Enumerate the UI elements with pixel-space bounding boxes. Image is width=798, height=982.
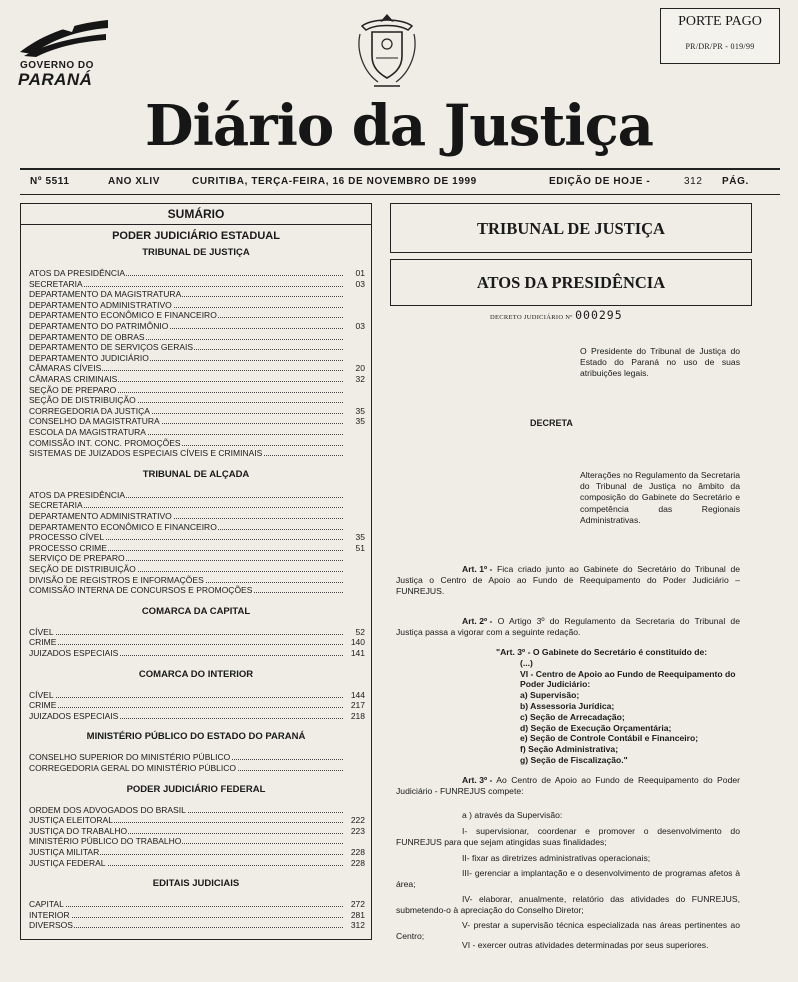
summary-entry-label: CÍVEL	[29, 689, 54, 700]
article-3-quote	[496, 647, 746, 766]
summary-entry-label: DIVERSOS	[29, 920, 73, 931]
summary-entry[interactable]	[29, 300, 367, 310]
item-i	[396, 826, 740, 848]
summary-entry[interactable]	[29, 500, 367, 510]
summary-entry-label: MINISTÉRIO PÚBLICO DO TRABALHO	[29, 836, 182, 847]
summary-entry-label: JUSTIÇA ELEITORAL	[29, 815, 113, 826]
summary-entry-page: 52	[355, 626, 365, 637]
summary-entry-label: DEPARTAMENTO JUDICIÁRIO	[29, 352, 149, 363]
summary-entry[interactable]	[29, 374, 367, 384]
summary-entry[interactable]	[29, 847, 367, 857]
summary-entry-label: CÂMARAS CRIMINAIS	[29, 374, 118, 384]
item-iii	[396, 868, 740, 890]
summary-entry-label: INTERIOR	[29, 909, 70, 920]
summary-entry-page: 51	[355, 542, 365, 553]
summary-entry-page: 223	[350, 825, 365, 836]
quote-line: b) Assessoria Jurídica;	[520, 700, 615, 711]
summary-section-heading: COMARCA DO INTERIOR	[138, 668, 254, 680]
summary-entry-page: 222	[350, 815, 365, 826]
article-1-label: Art. 1º -	[462, 564, 493, 574]
summary-entry-label: SECRETARIA	[29, 278, 83, 289]
summary-entry-label: JUIZADOS ESPECIAIS	[29, 648, 119, 658]
summary-entry[interactable]	[29, 543, 367, 553]
quote-line: d) Seção de Execução Orçamentária;	[520, 722, 672, 733]
summary-entry-label: JUSTIÇA FEDERAL	[29, 857, 106, 868]
summary-entry[interactable]	[29, 353, 367, 363]
summary-entry-label: CONSELHO SUPERIOR DO MINISTÉRIO PÚBLICO	[29, 752, 231, 763]
summary-entry[interactable]	[29, 289, 367, 299]
article-1-text: Fica criado junto ao Gabinete do Secretário do Tribunal de Justiça o Centro de Apoio ao Fundo de Reequipamento do Poder Judiciário – FUNREJUS.	[396, 564, 740, 597]
summary-entry[interactable]	[29, 395, 367, 405]
summary-entry-page: 03	[355, 278, 365, 289]
summary-entry-label: ORDEM DOS ADVOGADOS DO BRASIL	[29, 804, 186, 815]
summary-entry-label: SEÇÃO DE PREPARO	[29, 384, 117, 395]
summary-entry[interactable]	[29, 910, 367, 920]
summary-entry-page: 32	[355, 374, 365, 384]
quote-line: c) Seção de Arrecadação;	[520, 711, 625, 722]
issue-info-bar	[22, 176, 778, 192]
summary-entry-page: 272	[350, 899, 365, 910]
government-logo	[18, 18, 118, 90]
summary-entry-label: JUSTIÇA MILITAR	[29, 847, 100, 857]
summary-entry-label: ATOS DA PRESIDÊNCIA	[29, 489, 126, 500]
summary-section-heading: PODER JUDICIÁRIO FEDERAL	[126, 783, 266, 795]
decree-number: 000295	[575, 308, 623, 322]
summary-entry-label: DEPARTAMENTO DE OBRAS	[29, 331, 145, 342]
porte-pago-title: PORTE PAGO	[678, 14, 762, 29]
article-2-label: Art. 2º -	[462, 616, 493, 626]
quote-line: g) Seção de Fiscalização."	[520, 754, 628, 765]
summary-entry[interactable]	[29, 268, 367, 278]
summary-entry[interactable]	[29, 858, 367, 868]
summary-entry-label: COMISSÃO INTERNA DE CONCURSOS E PROMOÇÕES	[29, 585, 253, 596]
summary-entry-label: DEPARTAMENTO ECONÔMICO E FINANCEIRO	[29, 521, 217, 532]
parana-logo-icon	[18, 18, 110, 58]
summary-entry[interactable]	[29, 342, 367, 352]
summary-entry[interactable]	[29, 385, 367, 395]
summary-entry[interactable]	[29, 805, 367, 815]
item-iv-text: IV- elaborar, anualmente, relatório das atividades do FUNREJUS, submetendo-o à apreciação do Conselho Diretor;	[396, 894, 740, 916]
summary-entry[interactable]	[29, 553, 367, 563]
summary-entry-label: SEÇÃO DE DISTRIBUIÇÃO	[29, 564, 136, 574]
leader-dots	[29, 927, 343, 928]
summary-entry[interactable]	[29, 564, 367, 574]
summary-entry-page: 228	[350, 847, 365, 857]
item-ii	[396, 853, 740, 864]
summary-entry-label: CONSELHO DA MAGISTRATURA	[29, 416, 160, 427]
summary-entry[interactable]	[29, 763, 367, 773]
acts-heading-box	[390, 259, 752, 306]
summary-entry-label: CORREGEDORIA DA JUSTIÇA	[29, 405, 150, 416]
quote-line: (...)	[520, 657, 533, 668]
summary-entry-label: CÍVEL	[29, 626, 54, 637]
summary-entry-label: SECRETARIA	[29, 500, 83, 511]
summary-entry-page: 228	[350, 857, 365, 868]
summary-entry[interactable]	[29, 532, 367, 542]
item-vi	[396, 940, 740, 951]
summary-entry[interactable]	[29, 438, 367, 448]
summary-entry-label: SISTEMAS DE JUIZADOS ESPECIAIS CÍVEIS E CRIMINAIS	[29, 448, 263, 459]
masthead-rule-top	[20, 168, 780, 170]
summary-entry-page: 144	[350, 689, 365, 700]
summary-entry-label: DEPARTAMENTO DE SERVIÇOS GERAIS	[29, 342, 194, 353]
summary-entry-page: 312	[350, 920, 365, 931]
decree-preamble: O Presidente do Tribunal de Justiça do Estado do Paraná no uso de suas atribuições legais.	[580, 346, 740, 379]
quote-line: VI - Centro de Apoio ao Fundo de Reequipamento do	[520, 668, 736, 679]
summary-box	[20, 203, 372, 940]
summary-entry-label: DEPARTAMENTO ADMINISTRATIVO	[29, 511, 172, 521]
newspaper-title: Diário da Justiça	[145, 93, 653, 159]
summary-entry[interactable]	[29, 522, 367, 532]
summary-entry-page: 35	[355, 416, 365, 427]
summary-entry-label: SEÇÃO DE DISTRIBUIÇÃO	[29, 395, 136, 406]
item-vi-text: VI - exercer outras atividades determinadas por seus superiores.	[462, 940, 709, 950]
summary-entry-page: 03	[355, 321, 365, 331]
summary-entry-page: 35	[355, 532, 365, 543]
coat-of-arms-icon	[352, 12, 422, 92]
summary-entry-label: DIVISÃO DE REGISTROS E INFORMAÇÕES	[29, 574, 204, 585]
issue-number: Nº 5511	[30, 176, 70, 187]
leader-dots	[29, 634, 343, 635]
summary-entry[interactable]	[29, 920, 367, 930]
summary-entry[interactable]	[29, 511, 367, 521]
summary-entry-label: CRIME	[29, 637, 57, 648]
summary-entry-label: PROCESSO CÍVEL	[29, 532, 105, 543]
summary-entry-page: 141	[350, 648, 365, 658]
article-2-text: O Artigo 3º do Regulamento da Secretaria do Tribunal de Justiça passa a vigorar com a seguinte redação.	[396, 616, 740, 638]
summary-title: SUMÁRIO	[167, 207, 225, 221]
leader-dots	[29, 644, 343, 645]
summary-entry[interactable]	[29, 752, 367, 762]
article-3	[396, 775, 740, 797]
summary-entry-label: DEPARTAMENTO DA MAGISTRATURA	[29, 289, 182, 300]
leader-dots	[29, 906, 343, 907]
summary-section-heading: TRIBUNAL DE JUSTIÇA	[142, 247, 250, 258]
quote-line: "Art. 3º - O Gabinete do Secretário é constituído de:	[496, 647, 708, 657]
summary-entry[interactable]	[29, 826, 367, 836]
summary-entry[interactable]	[29, 363, 367, 373]
summary-entry[interactable]	[29, 700, 367, 710]
summary-section-heading: COMARCA DA CAPITAL	[141, 605, 251, 617]
summary-entry-label: ATOS DA PRESIDÊNCIA	[29, 268, 126, 278]
summary-entry[interactable]	[29, 627, 367, 637]
leader-dots	[29, 917, 343, 918]
summary-entry-label: CRIME	[29, 700, 57, 711]
decree-summary: Alterações no Regulamento da Secretaria do Tribunal de Justiça no âmbito da composição do Gabinete do Secretário e competência das Regionais Administrativas.	[580, 470, 740, 525]
summary-section-heading: MINISTÉRIO PÚBLICO DO ESTADO DO PARANÁ	[86, 731, 306, 743]
article-1	[396, 564, 740, 598]
summary-entry-label: JUIZADOS ESPECIAIS	[29, 710, 119, 721]
masthead-rule-bottom	[20, 194, 780, 195]
summary-section-heading: TRIBUNAL DE ALÇADA	[142, 468, 250, 480]
summary-entry[interactable]	[29, 585, 367, 595]
item-iv	[396, 894, 740, 916]
summary-entry-page: 20	[355, 363, 365, 374]
item-a: a ) através da Supervisão:	[462, 810, 563, 820]
summary-entry-label: CAPITAL	[29, 899, 64, 910]
court-heading: TRIBUNAL DE JUSTIÇA	[477, 219, 665, 238]
quote-line: Poder Judiciário:	[520, 679, 591, 690]
quote-line: f) Seção Administrativa;	[520, 744, 619, 755]
summary-entry-label: JUSTIÇA DO TRABALHO	[29, 825, 128, 836]
summary-entry-page: 281	[350, 909, 365, 920]
summary-entry-label: SERVIÇO DE PREPARO	[29, 553, 125, 564]
summary-entry-label: ESCOLA DA MAGISTRATURA	[29, 427, 146, 437]
article-3-text: Ao Centro de Apoio ao Fundo de Reequipamento do Poder Judiciário - FUNREJUS compete:	[396, 775, 740, 797]
summary-entry-page: 218	[350, 710, 365, 721]
summary-entry[interactable]	[29, 690, 367, 700]
article-3-label: Art. 3º -	[462, 775, 493, 785]
summary-entry-page: 217	[350, 700, 365, 711]
summary-section-heading: PODER JUDICIÁRIO ESTADUAL	[112, 230, 280, 242]
summary-entry-label: PROCESSO CRIME	[29, 542, 107, 553]
court-heading-box	[390, 203, 752, 253]
leader-dots	[29, 697, 343, 698]
logo-state-line: PARANÁ	[18, 70, 93, 89]
summary-entry[interactable]	[29, 279, 367, 289]
item-ii-text: II- fixar as diretrizes administrativas operacionais;	[462, 853, 651, 863]
summary-section-heading: EDITAIS JUDICIAIS	[152, 878, 240, 890]
summary-entry[interactable]	[29, 321, 367, 331]
summary-entry[interactable]	[29, 427, 367, 437]
summary-entry-page: 01	[355, 268, 365, 278]
summary-entry[interactable]	[29, 815, 367, 825]
summary-entry-label: CÂMARAS CÍVEIS	[29, 363, 102, 374]
logo-gov-line: GOVERNO DO	[20, 60, 94, 71]
summary-entry-label: DEPARTAMENTO DO PATRIMÔNIO	[29, 321, 169, 331]
acts-heading: ATOS DA PRESIDÊNCIA	[476, 273, 666, 292]
summary-entry-label: CORREGEDORIA GERAL DO MINISTÉRIO PÚBLICO	[29, 763, 237, 773]
issue-year: ANO XLIV	[108, 176, 161, 187]
item-i-text: I- supervisionar, coordenar e promover o desenvolvimento do FUNREJUS para que sejam atingidas suas finalidades;	[396, 826, 740, 848]
issue-place-date: CURITIBA, TERÇA-FEIRA, 16 DE NOVEMBRO DE 1999	[192, 176, 477, 187]
summary-entry[interactable]	[29, 406, 367, 416]
summary-entry-label: COMISSÃO INT. CONC. PROMOÇÕES	[29, 437, 181, 448]
issue-page-count: 312	[684, 176, 703, 187]
summary-entry[interactable]	[29, 490, 367, 500]
item-v-text: V- prestar a supervisão técnica especializada nas áreas pertinentes ao Centro;	[396, 920, 740, 942]
issue-pag-label: PÁG.	[722, 176, 749, 187]
summary-entry[interactable]	[29, 648, 367, 658]
summary-entry[interactable]	[29, 711, 367, 721]
summary-entry[interactable]	[29, 899, 367, 909]
decree-number-line	[490, 308, 623, 322]
porte-pago-stamp	[660, 8, 780, 64]
summary-title-divider	[21, 224, 371, 225]
item-iii-text: III- gerenciar a implantação e o desenvolvimento de programas afetos à área;	[396, 868, 740, 890]
summary-entry[interactable]	[29, 310, 367, 320]
summary-entry[interactable]	[29, 575, 367, 585]
article-2	[396, 616, 740, 638]
decreta-heading: DECRETA	[530, 418, 573, 428]
quote-line: e) Seção de Controle Contábil e Financeiro;	[520, 733, 699, 744]
decree-label: DECRETO JUDICIÁRIO Nº	[490, 314, 573, 321]
summary-entry[interactable]	[29, 416, 367, 426]
summary-entry[interactable]	[29, 448, 367, 458]
summary-entry[interactable]	[29, 836, 367, 846]
quote-line: a) Supervisão;	[520, 690, 580, 701]
leader-dots	[29, 707, 343, 708]
summary-entry[interactable]	[29, 332, 367, 342]
summary-entry-label: DEPARTAMENTO ADMINISTRATIVO	[29, 299, 172, 310]
porte-pago-code: PR/DR/PR - 019/99	[685, 42, 755, 51]
summary-entry-label: DEPARTAMENTO ECONÔMICO E FINANCEIRO	[29, 310, 217, 321]
summary-entry[interactable]	[29, 637, 367, 647]
summary-entry-page: 35	[355, 405, 365, 416]
issue-edition-label: EDIÇÃO DE HOJE -	[549, 176, 651, 187]
summary-entry-page: 140	[350, 637, 365, 648]
